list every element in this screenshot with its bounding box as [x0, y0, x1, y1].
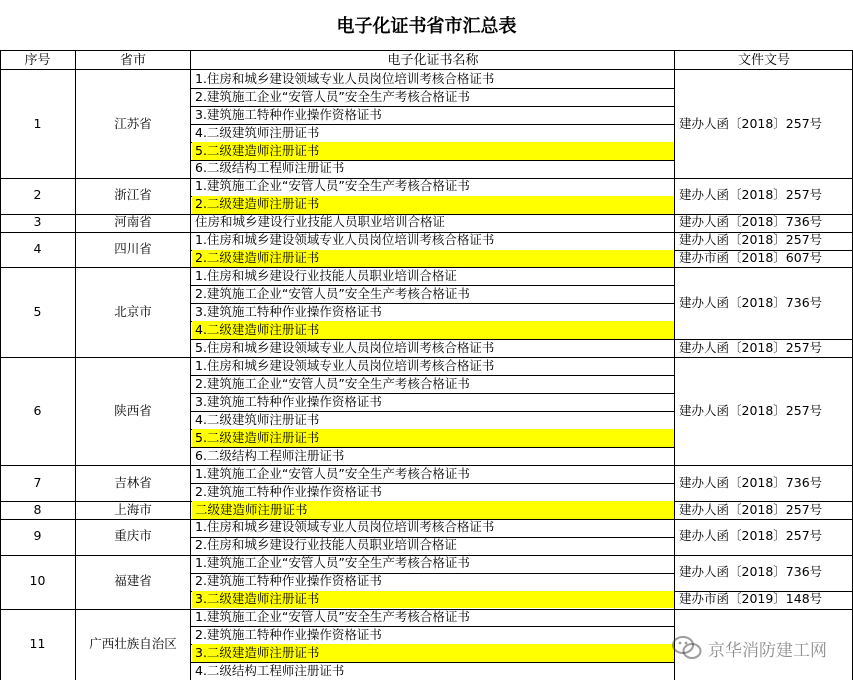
certificate-item: 住房和城乡建设行业技能人员职业培训合格证 [195, 214, 446, 230]
row-province: 陕西省 [114, 402, 152, 418]
column-divider [190, 51, 191, 680]
document-number: 建办人函〔2018〕257号 [679, 232, 823, 248]
certificate-item: 1.住房和城乡建设领域专业人员岗位培训考核合格证书 [195, 357, 495, 373]
certificate-item: 4.二级建造师注册证书 [192, 321, 675, 339]
row-province: 吉林省 [114, 474, 152, 490]
row-province: 北京市 [114, 304, 152, 320]
column-divider [0, 51, 1, 680]
row-province: 重庆市 [114, 528, 152, 544]
row-province: 浙江省 [114, 187, 152, 203]
row-seq: 4 [33, 241, 42, 257]
certificate-item: 3.二级建造师注册证书 [192, 644, 675, 662]
certificate-item: 5.二级建造师注册证书 [192, 142, 675, 160]
certificate-item: 6.二级结构工程师注册证书 [195, 447, 345, 463]
document-number: 建办人函〔2018〕736号 [679, 564, 823, 580]
certificate-item: 3.二级建造师注册证书 [192, 591, 675, 609]
row-seq: 9 [33, 528, 42, 544]
certificate-item: 1.住房和城乡建设领域专业人员岗位培训考核合格证书 [195, 70, 495, 86]
certificate-item: 2.建筑施工特种作业操作资格证书 [195, 573, 382, 589]
column-divider [674, 51, 675, 680]
row-seq: 2 [33, 187, 42, 203]
document-number: 建办人函〔2018〕736号 [679, 214, 823, 230]
certificate-item: 1.住房和城乡建设行业技能人员职业培训合格证 [195, 268, 457, 284]
header-document: 文件文号 [737, 52, 790, 68]
header-province: 省市 [119, 52, 146, 68]
certificate-item: 2.二级建造师注册证书 [192, 196, 675, 214]
certificate-item: 1.建筑施工企业“安管人员”安全生产考核合格证书 [195, 609, 470, 625]
certificate-item: 4.二级建筑师注册证书 [195, 411, 320, 427]
certificate-item: 5.二级建造师注册证书 [192, 429, 675, 447]
document-number: 建办人函〔2018〕257号 [679, 402, 823, 418]
row-province: 江苏省 [114, 115, 152, 131]
row-province: 河南省 [114, 214, 152, 230]
certificate-item: 5.住房和城乡建设领域专业人员岗位培训考核合格证书 [195, 339, 495, 355]
document-number: 建办市函〔2018〕607号 [679, 250, 823, 266]
header-seq: 序号 [24, 52, 51, 68]
certificate-item: 2.二级建造师注册证书 [192, 250, 675, 268]
document-number: 建办人函〔2018〕257号 [679, 187, 823, 203]
row-seq: 5 [33, 304, 42, 320]
row-province: 四川省 [114, 241, 152, 257]
row-seq: 1 [33, 115, 42, 131]
certificate-item: 2.建筑施工企业“安管人员”安全生产考核合格证书 [195, 375, 470, 391]
document-number: 建办人函〔2018〕257号 [679, 528, 823, 544]
certificate-item: 3.建筑施工特种作业操作资格证书 [195, 304, 382, 320]
certificate-item: 1.建筑施工企业“安管人员”安全生产考核合格证书 [195, 178, 470, 194]
row-province: 广西壮族自治区 [89, 636, 177, 652]
header-certificate: 电子化证书名称 [387, 52, 479, 68]
row-seq: 11 [29, 636, 46, 652]
page-title: 电子化证书省市汇总表 [336, 16, 517, 37]
certificate-item: 2.建筑施工企业“安管人员”安全生产考核合格证书 [195, 286, 470, 302]
column-divider [75, 51, 76, 680]
certificate-item: 2.建筑施工特种作业操作资格证书 [195, 483, 382, 499]
certificate-item: 1.建筑施工企业“安管人员”安全生产考核合格证书 [195, 465, 470, 481]
certificate-item: 6.二级结构工程师注册证书 [195, 160, 345, 176]
row-province: 上海市 [114, 501, 152, 517]
certificate-item: 1.住房和城乡建设领域专业人员岗位培训考核合格证书 [195, 232, 495, 248]
row-seq: 3 [33, 214, 42, 230]
certificate-item: 二级建造师注册证书 [192, 501, 675, 519]
certificate-item: 3.建筑施工特种作业操作资格证书 [195, 393, 382, 409]
document-number: 建办人函〔2018〕257号 [679, 339, 823, 355]
certificate-item: 1.住房和城乡建设领域专业人员岗位培训考核合格证书 [195, 519, 495, 535]
document-number: 建办人函〔2018〕257号 [679, 501, 823, 517]
certificate-item: 1.建筑施工企业“安管人员”安全生产考核合格证书 [195, 555, 470, 571]
row-seq: 6 [33, 402, 42, 418]
certificate-item: 4.二级建筑师注册证书 [195, 124, 320, 140]
document-number: 建办人函〔2018〕736号 [679, 295, 823, 311]
row-seq: 8 [33, 501, 42, 517]
document-number: 建办市函〔2019〕148号 [679, 591, 823, 607]
certificate-item: 2.建筑施工企业“安管人员”安全生产考核合格证书 [195, 88, 470, 104]
document-number: 建办人函〔2018〕736号 [679, 474, 823, 490]
document-number: 建办人函〔2018〕257号 [679, 115, 823, 131]
summary-table [0, 50, 853, 684]
row-province: 福建省 [114, 573, 152, 589]
certificate-item: 3.建筑施工特种作业操作资格证书 [195, 106, 382, 122]
certificate-item: 4.二级结构工程师注册证书 [195, 663, 345, 679]
certificate-item: 2.建筑施工特种作业操作资格证书 [195, 627, 382, 643]
row-seq: 7 [33, 474, 42, 490]
certificate-item: 2.住房和城乡建设行业技能人员职业培训合格证 [195, 537, 457, 553]
watermark-text: 京华消防建工网 [708, 640, 827, 661]
row-seq: 10 [29, 573, 46, 589]
